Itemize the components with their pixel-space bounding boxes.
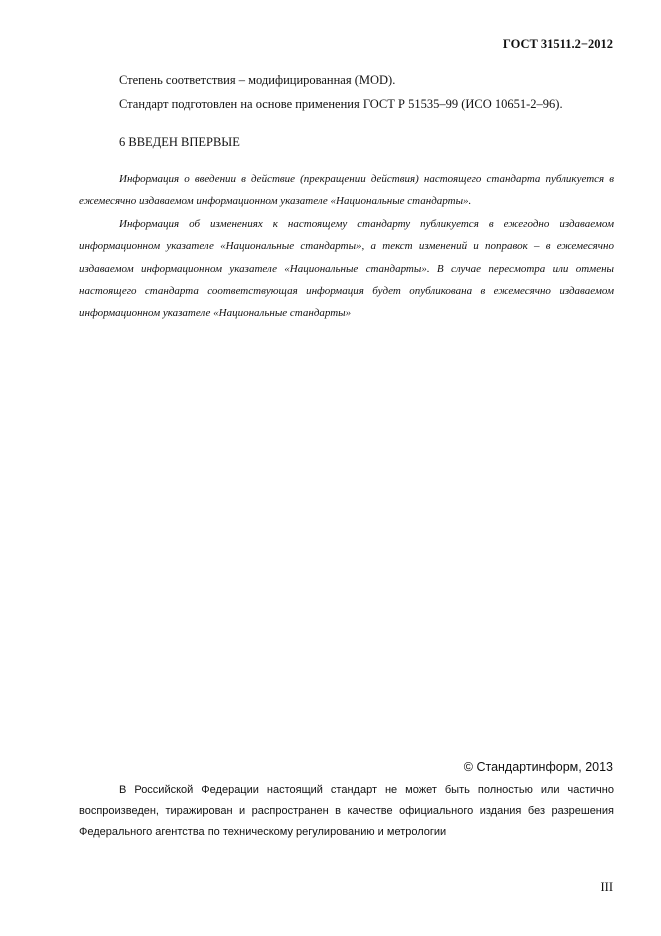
conformity-degree-text: Степень соответствия – модифицированная (MOD). [119,73,396,87]
page-number: III [600,880,613,894]
document-header: ГОСТ 31511.2−2012 [502,37,613,51]
publication-info-block [79,168,614,325]
section-6-heading: 6 ВВЕДЕН ВПЕРВЫЕ [119,135,240,149]
standard-basis-text: Стандарт подготовлен на основе применения ГОСТ Р 51535–99 (ИСО 10651-2–96). [119,97,563,111]
info-paragraph-introduction: Информация о введении в действие (прекращении действия) настоящего стандарта публикуется в ежемесячно издаваемом информационном указателе «Национальные стандарты». [79,173,614,208]
info-paragraph-amendments: Информация об изменениях к настоящему стандарту публикуется в ежегодно издаваемом информационном указателе «Национальные стандарты», а текст изменений и поправок – в ежемесячно издаваемом информационном указателе «Национальные стандарты». В случае пересмотра или отмены настоящего стандарта соответствующая информация будет опубликована в ежемесячно издаваемом информационном указателе «Национальные стандарты» [79,217,614,320]
copyright-notice: © Стандартинформ, 2013 [463,760,613,774]
reproduction-rights-notice: В Российской Федерации настоящий стандарт не может быть полностью или частично воспроизведен, тиражирован и распространен в качестве официального издания без разрешения Федерального агентства по техническому регулированию и метрологии [79,784,614,838]
